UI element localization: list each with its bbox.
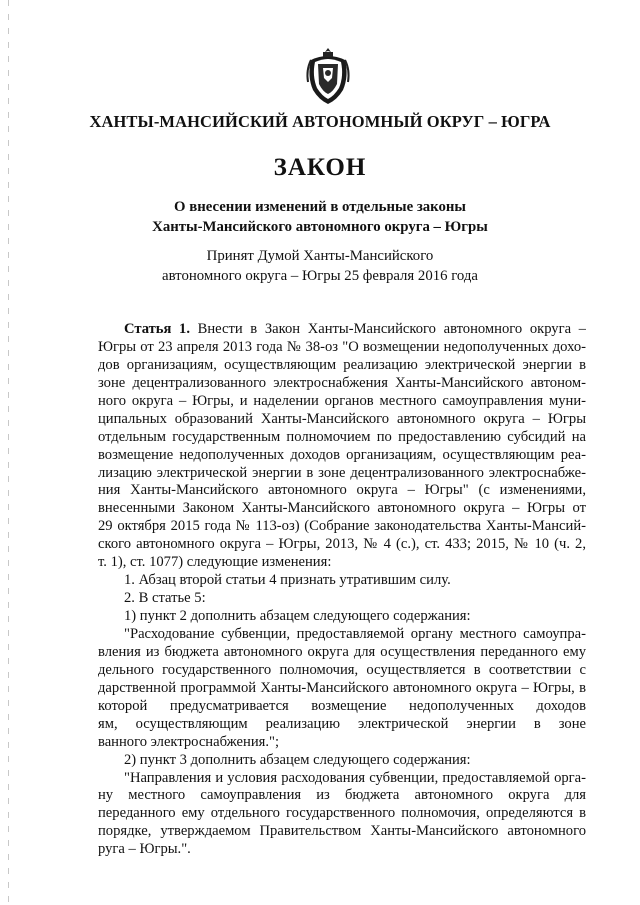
- law-subtitle-line: О внесении изменений в отдельные законы: [174, 199, 466, 215]
- article-line: зоне децентрализованного электроснабжения Ханты-Мансийского автоном-: [98, 374, 586, 391]
- adoption-note: [0, 246, 640, 286]
- amendment-item: 1. Абзац второй статьи 4 признать утратившим силу.: [124, 572, 451, 589]
- article-text: Внести в Закон Ханты-Мансийского автономного округа –: [189, 321, 586, 337]
- article-line: ного округа – Югры, и наделении органов местного самоуправления муни-: [98, 392, 586, 409]
- quote-line: "Расходование субвенции, предоставляемой органу местного самоупра-: [124, 626, 586, 642]
- amendment-item: 1) пункт 2 дополнить абзацем следующего содержания:: [124, 608, 471, 625]
- article-first-line: [98, 321, 586, 339]
- article-line: отдельным государственным полномочием по предоставлению субсидий на: [98, 428, 586, 445]
- scan-edge: [8, 0, 9, 905]
- quote-line: "Направления и условия расходования субвенции, предоставляемой орга-: [124, 769, 586, 786]
- quote-line: руга – Югры.".: [98, 841, 191, 858]
- law-subtitle: [0, 197, 640, 237]
- law-subtitle-line: Ханты-Мансийского автономного округа – Югры: [152, 219, 488, 235]
- adoption-note-line: автономного округа – Югры 25 февраля 2016 года: [162, 268, 478, 284]
- article-line: т. 1), ст. 1077) следующие изменения:: [98, 554, 332, 571]
- quote-line: дельного государственного полномочия, осуществляется в соответствии с: [98, 661, 586, 678]
- article-line: Югры от 23 апреля 2013 года № 38-оз "О возмещении недополученных дохо-: [98, 338, 586, 355]
- quote-line: порядке, утверждаемом Правительством Ханты-Мансийского автономного: [98, 823, 586, 840]
- quote-line: ну местного самоуправления из бюджета автономного округа для: [98, 787, 586, 804]
- quote-line: переданного ему отдельного государственного полномочия, определяются в: [98, 805, 586, 822]
- amendment-item: 2. В статье 5:: [124, 590, 206, 607]
- article-line: внесенными Законом Ханты-Мансийского автономного округа – Югры от: [98, 500, 586, 517]
- article-line: дов организациям, осуществляющим реализацию электрической энергии в: [98, 356, 586, 373]
- quote-line: ванного электроснабжения.";: [98, 733, 280, 750]
- article-line: ния Ханты-Мансийского автономного округа – Югры" (с изменениями,: [98, 482, 586, 499]
- amendment-item: 2) пункт 3 дополнить абзацем следующего содержания:: [124, 751, 471, 768]
- adoption-note-line: Принят Думой Ханты-Мансийского: [206, 248, 434, 264]
- article-line: возмещение недополученных доходов организациям, осуществляющим реа-: [98, 446, 586, 463]
- quote-line: которой предусматривается возмещение недополученных доходов: [98, 697, 586, 714]
- article-body: [98, 321, 586, 859]
- article-line: ского автономного округа – Югры, 2013, № 4 (с.), ст. 433; 2015, № 10 (ч. 2,: [98, 536, 586, 553]
- quote-line: вления из бюджета автономного округа для осуществления переданного ему: [98, 643, 586, 660]
- article-line: лизацию электрической энергии в зоне децентрализованного электроснабже-: [98, 464, 586, 481]
- article-label: Статья 1.: [124, 321, 190, 337]
- article-line: 29 октября 2015 года № 113-оз) (Собрание законодательства Ханты-Мансий-: [98, 518, 586, 535]
- coat-of-arms-emblem: [303, 46, 353, 106]
- document-type-heading: ЗАКОН: [273, 154, 367, 181]
- quote-line: дарственной программой Ханты-Мансийского автономного округа – Югры, в: [98, 679, 586, 696]
- quote-line: ям, осуществляющим реализацию электрической энергии в зоне: [98, 715, 586, 732]
- article-line: ципальных образований Ханты-Мансийского автономного округа – Югры: [98, 410, 586, 427]
- region-heading: ХАНТЫ-МАНСИЙСКИЙ АВТОНОМНЫЙ ОКРУГ – ЮГРА: [89, 112, 551, 131]
